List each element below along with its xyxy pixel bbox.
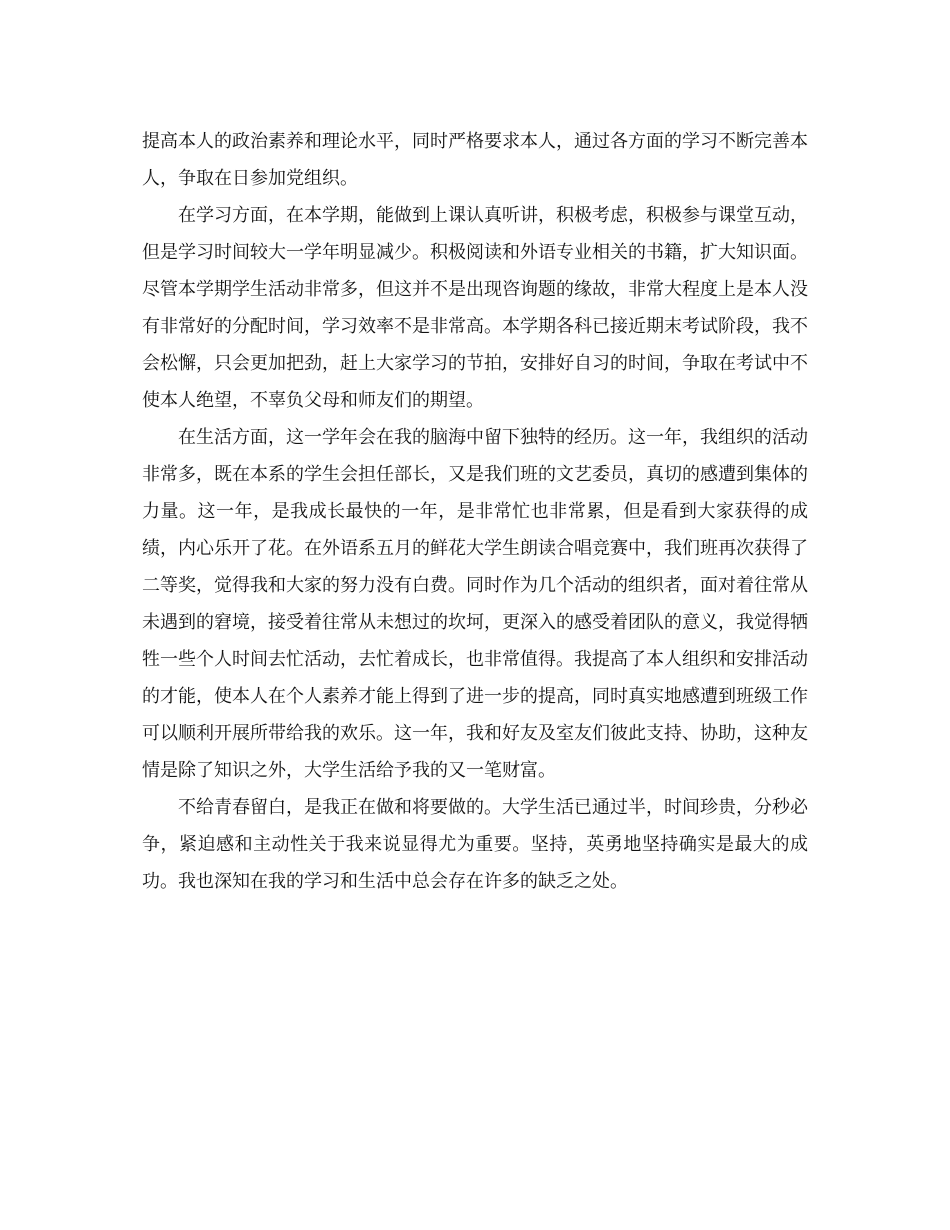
paragraph-2: 在学习方面，在本学期，能做到上课认真听讲，积极考虑，积极参与课堂互动，但是学习时间较大一学年明显减少。积极阅读和外语专业相关的书籍，扩大知识面。尽管本学期学生活动非常多，但这并不是出现咨询题的缘故，非常大程度上是本人没有非常好的分配时间，学习效率不是非常高。本学期各科已接近期末考试阶段，我不会松懈，只会更加把劲，赶上大家学习的节拍，安排好自习的时间，争取在考试中不使本人绝望，不辜负父母和师友们的期望。 [142, 205, 808, 411]
paragraph-1: 提高本人的政治素养和理论水平，同时严格要求本人，通过各方面的学习不断完善本人，争取在日参加党组织。 [142, 131, 808, 189]
paragraph-3: 在生活方面，这一学年会在我的脑海中留下独特的经历。这一年，我组织的活动非常多，既在本系的学生会担任部长，又是我们班的文艺委员，真切的感遭到集体的力量。这一年，是我成长最快的一年，是非常忙也非常累，但是看到大家获得的成绩，内心乐开了花。在外语系五月的鲜花大学生朗读合唱竞赛中，我们班再次获得了二等奖，觉得我和大家的努力没有白费。同时作为几个活动的组织者，面对着往常从未遇到的窘境，接受着往常从未想过的坎坷，更深入的感受着团队的意义，我觉得牺牲一些个人时间去忙活动，去忙着成长，也非常值得。我提高了本人组织和安排活动的才能，使本人在个人素养才能上得到了进一步的提高，同时真实地感遭到班级工作可以顺利开展所带给我的欢乐。这一年，我和好友及室友们彼此支持、协助，这种友情是除了知识之外，大学生活给予我的又一笔财富。 [142, 427, 808, 781]
document-body [142, 123, 808, 900]
paragraph-4: 不给青春留白，是我正在做和将要做的。大学生活已通过半，时间珍贵，分秒必争，紧迫感和主动性关于我来说显得尤为重要。坚持，英勇地坚持确实是最大的成功。我也深知在我的学习和生活中总会存在许多的缺乏之处。 [142, 797, 808, 892]
